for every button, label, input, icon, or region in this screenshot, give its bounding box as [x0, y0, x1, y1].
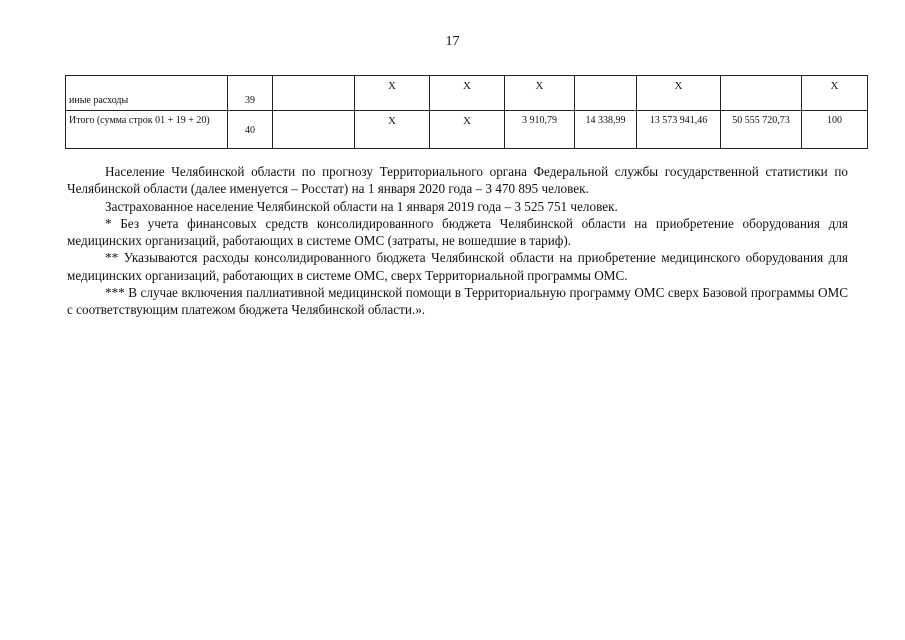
row-code: 40	[228, 111, 273, 149]
insured-note: Застрахованное население Челябинской области на 1 января 2019 года – 3 525 751 человек.	[105, 198, 618, 214]
table-cell	[273, 111, 355, 149]
table-cell: 13 573 941,46	[637, 111, 721, 149]
footnote-2: ** Указываются расходы консолидированного бюджета Челябинской области на приобретение медицинского оборудования для медицинских организаций, работающих в системе ОМС, сверх Территориальной программы ОМС.	[67, 250, 848, 283]
row-label: иные расходы	[66, 76, 228, 111]
table-cell: X	[355, 76, 430, 111]
footnote-3: *** В случае включения паллиативной медицинской помощи в Территориальную программу ОМС сверх Базовой программы ОМС с соответствующим платежом бюджета Челябинской области.».	[67, 285, 848, 318]
data-table	[65, 75, 868, 149]
footnote-1: * Без учета финансовых средств консолидированного бюджета Челябинской области на приобретение оборудования для медицинских организаций, работающих в системе ОМС (затраты, не вошедшие в тариф).	[67, 215, 848, 249]
table-cell	[273, 76, 355, 111]
row-code: 39	[228, 76, 273, 111]
table-cell	[721, 76, 802, 111]
table-cell: 50 555 720,73	[721, 111, 802, 149]
table-cell: X	[637, 76, 721, 111]
table-cell	[575, 76, 637, 111]
table-cell: X	[430, 111, 505, 149]
notes-section	[67, 163, 848, 319]
page-number: 17	[445, 34, 460, 49]
population-note: Население Челябинской области по прогнозу Территориального органа Федеральной службы государственной статистики по Челябинской области (далее именуется – Росстат) на 1 января 2020 года – 3 470 895 человек.	[67, 164, 848, 197]
table-cell: X	[355, 111, 430, 149]
table-cell: X	[505, 76, 575, 111]
row-label: Итого (сумма строк 01 + 19 + 20)	[66, 111, 228, 149]
table-row	[66, 76, 868, 111]
table-cell: 100	[802, 111, 868, 149]
table-cell: X	[430, 76, 505, 111]
table-row	[66, 111, 868, 149]
table-cell: 3 910,79	[505, 111, 575, 149]
table-cell: X	[802, 76, 868, 111]
table-cell: 14 338,99	[575, 111, 637, 149]
